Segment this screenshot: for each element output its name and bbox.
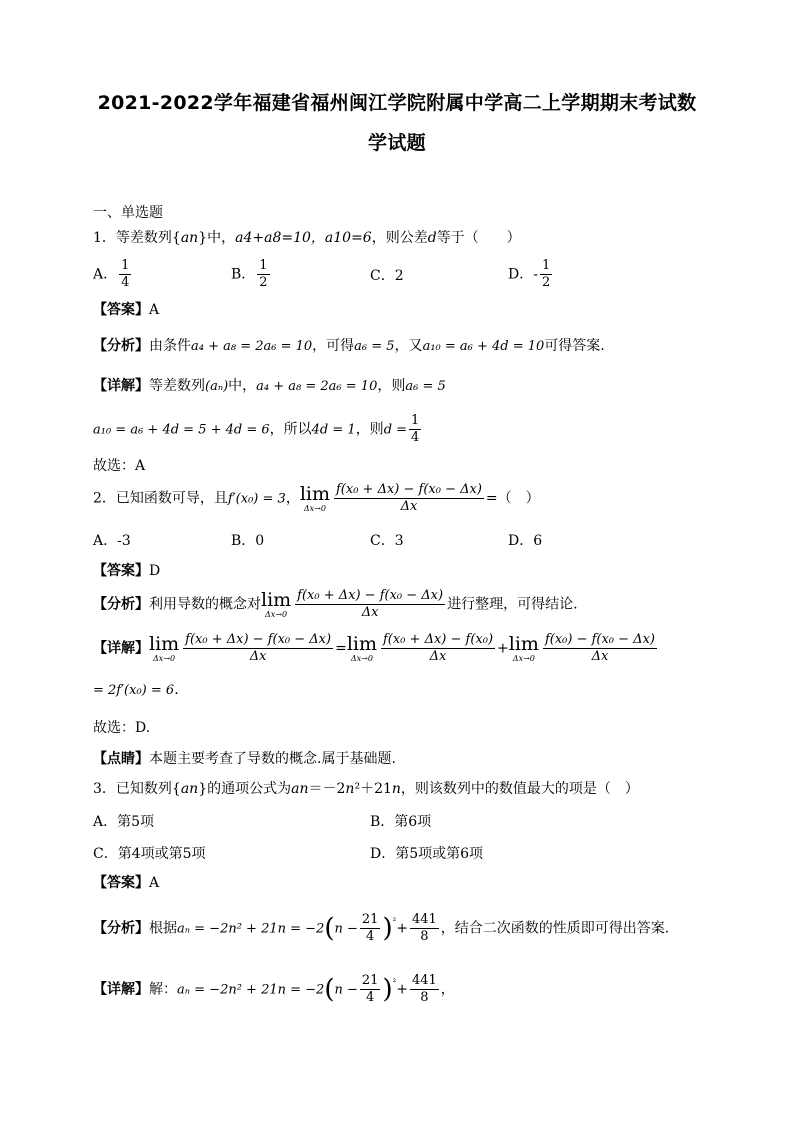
fraction: $\frac{\text{f(x₀ + Δx) − f(x₀ − Δx)}}{\Delta x}$ — [335, 482, 482, 514]
limit-operator: lim Δx→0 — [261, 589, 292, 619]
q1-stem: 1．等差数列{an}中，a4+a8=10，a10=6，则公差d等于（ ） — [93, 230, 521, 246]
left-paren: ( — [324, 913, 335, 944]
fraction: $\frac{21}{4}$ — [361, 973, 379, 1005]
document-title-line-1: 2021-2022学年福建省福州闽江学院附属中学高二上学期期末考试数 — [97, 92, 697, 114]
q3-stem: 3．已知数列{an}的通项公式为an＝－2n²＋21n，则该数列中的数值最大的项是（ ） — [93, 781, 639, 797]
q2-option-d: D．6 — [508, 533, 543, 549]
q3-option-b: B．第6项 — [370, 814, 432, 830]
q2-stem: 2．已知函数可导，且f′(x₀) = 3， lim Δx→0 $\frac{\text{f(x₀ + Δx) − f(x₀ − Δx)}}{\Delta x}$ =（ ） — [93, 482, 540, 514]
document-title-line-2: 学试题 — [368, 132, 426, 154]
q2-answer: 【答案】D — [93, 563, 161, 579]
right-paren: ) — [382, 974, 393, 1005]
right-paren: ) — [382, 913, 393, 944]
limit-operator: lim Δx→0 — [346, 633, 377, 663]
q1-option-b: B． $\frac{1}{2}$ — [231, 258, 268, 290]
q2-detail: 【详解】 lim Δx→0 $\frac{\text{f(x₀ + Δx) − f(x₀ − Δx)}}{\Delta x}$ = lim Δx→0 $\frac{\text{f(x₀ + Δx) − f(x₀)}}{\Delta x}$ + lim Δx→0 $\frac{\text{f(x₀) − f(x₀ − Δx)}}{\Delta x}$ — [93, 632, 655, 664]
q1-option-d: D．- $\frac{1}{2}$ — [508, 258, 551, 290]
fraction: $\frac{\text{f(x₀ + Δx) − f(x₀ − Δx)}}{\Delta x}$ — [297, 588, 444, 620]
fraction: $\frac{\text{f(x₀) − f(x₀ − Δx)}}{\Delta x}$ — [544, 632, 655, 664]
q1-analysis: 【分析】由条件a₄ + a₈ = 2a₆ = 10，可得a₆ = 5，又a₁₀ = a₆ + 4d = 10可得答案. — [93, 338, 605, 354]
q2-detail-result: = 2f′(x₀) = 6. — [93, 682, 179, 698]
fraction: $\frac{\text{f(x₀ + Δx) − f(x₀)}}{\Delta x}$ — [383, 632, 494, 664]
q2-analysis: 【分析】利用导数的概念对 lim Δx→0 $\frac{\text{f(x₀ + Δx) − f(x₀ − Δx)}}{\Delta x}$ 进行整理，可得结论. — [93, 588, 578, 620]
fraction: $\frac{441}{8}$ — [411, 912, 437, 944]
q1-detail-line-2: a₁₀ = a₆ + 4d = 5 + 4d = 6，所以4d = 1，则d = $\frac{1}{4}$ — [93, 413, 420, 445]
q2-option-c: C．3 — [370, 533, 404, 549]
section-heading: 一、单选题 — [93, 205, 163, 221]
limit-operator: lim Δx→0 — [508, 633, 539, 663]
q3-option-c: C．第4项或第5项 — [93, 846, 206, 862]
fraction: $\frac{441}{8}$ — [411, 973, 437, 1005]
limit-operator: lim Δx→0 — [299, 483, 330, 513]
limit-operator: lim Δx→0 — [149, 633, 180, 663]
fraction: $\frac{1}{4}$ — [121, 258, 130, 290]
q3-option-a: A．第5项 — [93, 814, 155, 830]
q1-choose: 故选：A — [93, 458, 146, 474]
q2-comment: 【点睛】本题主要考查了导数的概念.属于基础题. — [93, 751, 396, 767]
q1-option-a: A． $\frac{1}{4}$ — [93, 258, 130, 290]
q1-answer: 【答案】A — [93, 302, 160, 318]
q3-answer: 【答案】A — [93, 875, 160, 891]
fraction: $\frac{21}{4}$ — [361, 912, 379, 944]
q3-detail: 【详解】解：aₙ = −2n² + 21n = −2(n − $\frac{21}{4}$ )$^{^2}$+ $\frac{441}{8}$ ， — [93, 973, 455, 1005]
fraction: $\frac{\text{f(x₀ + Δx) − f(x₀ − Δx)}}{\Delta x}$ — [185, 632, 332, 664]
fraction: $\frac{1}{4}$ — [411, 413, 420, 445]
q1-option-c: C．2 — [370, 268, 404, 284]
q2-choose: 故选：D. — [93, 720, 151, 736]
fraction: $\frac{1}{2}$ — [541, 258, 551, 290]
q1-detail: 【详解】等差数列(aₙ)中，a₄ + a₈ = 2a₆ = 10，则a₆ = 5 — [93, 378, 446, 394]
q2-option-a: A．-3 — [93, 533, 131, 549]
q3-analysis: 【分析】根据aₙ = −2n² + 21n = −2(n − $\frac{21}{4}$ )$^{^2}$+ $\frac{441}{8}$ ，结合二次函数的性质即可得出答案. — [93, 912, 670, 944]
left-paren: ( — [324, 974, 335, 1005]
q2-option-b: B．0 — [231, 533, 265, 549]
q3-option-d: D．第5项或第6项 — [370, 846, 484, 862]
fraction: $\frac{1}{2}$ — [259, 258, 268, 290]
